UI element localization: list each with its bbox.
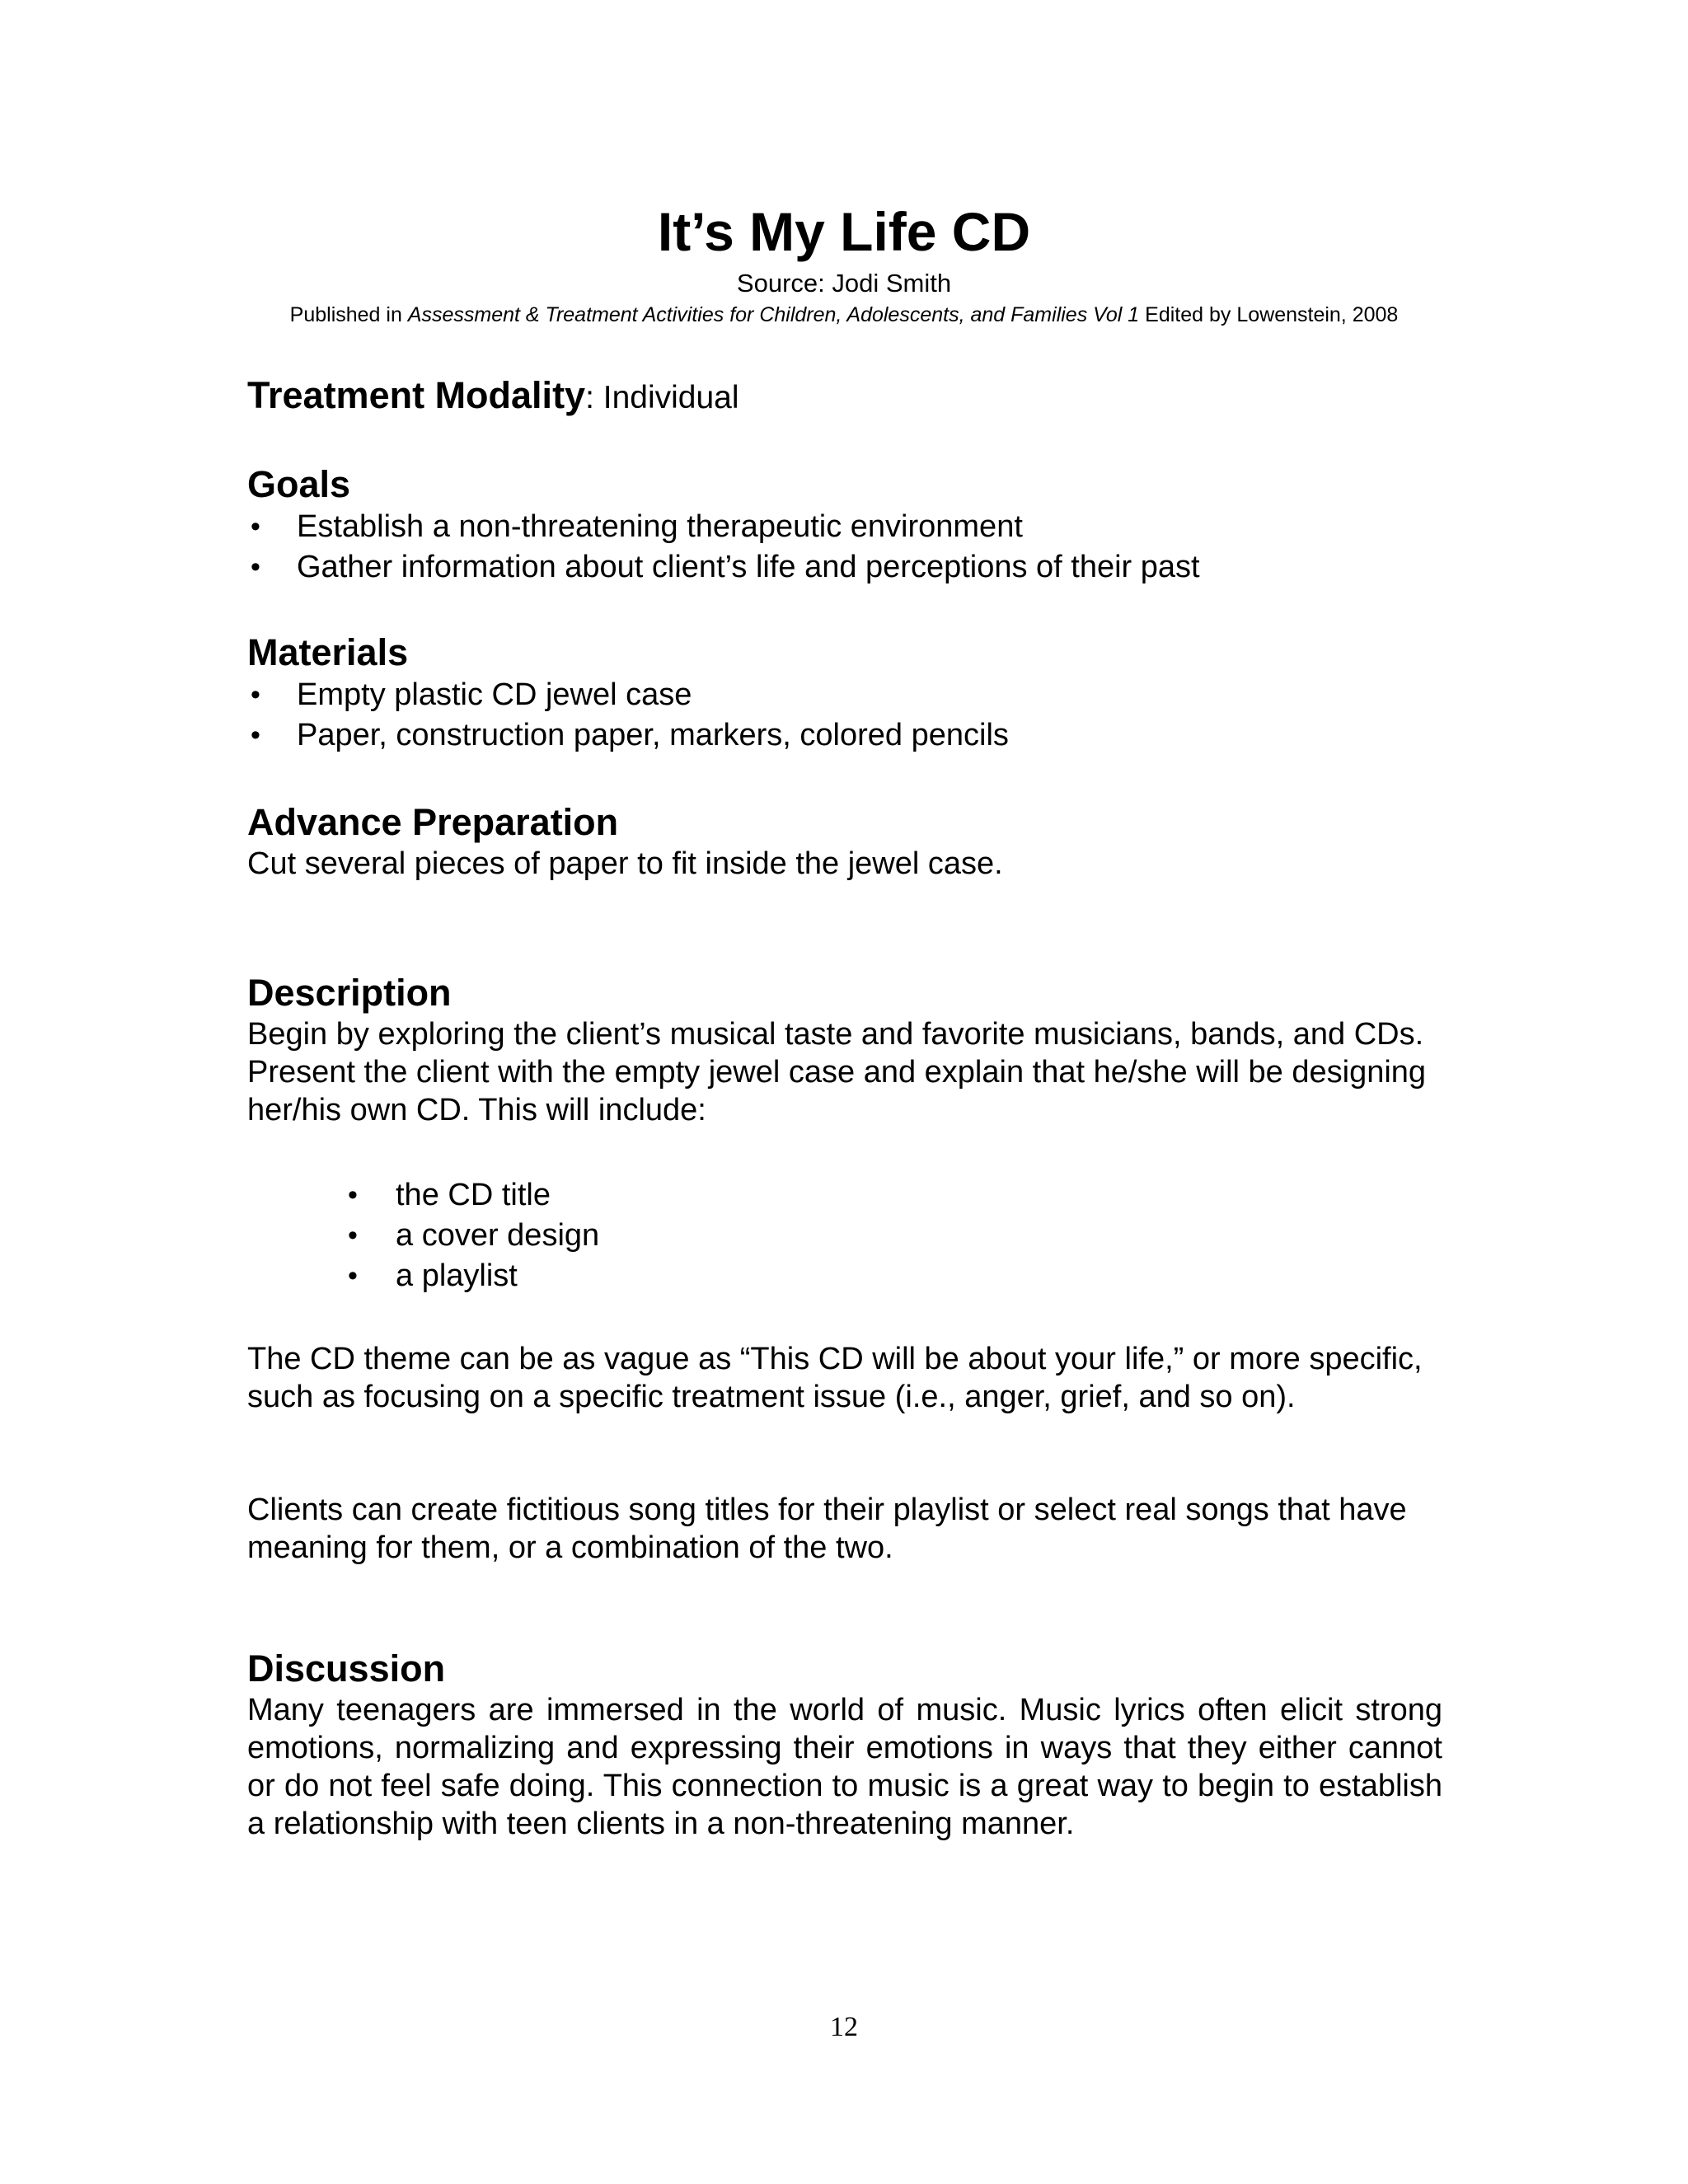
bullet-icon: • xyxy=(348,1220,358,1251)
list-item-text: Establish a non-threatening therapeutic environment xyxy=(297,509,1023,544)
materials-list xyxy=(247,675,1442,756)
songs-paragraph-section xyxy=(247,1491,1442,1567)
list-item-text: Empty plastic CD jewel case xyxy=(297,677,692,712)
list-item xyxy=(247,1216,1442,1256)
list-item-text: Gather information about client’s life and perceptions of their past xyxy=(297,550,1200,584)
theme-paragraph: The CD theme can be as vague as “This CD will be about your life,” or more specific, such as focusing on a specific treatment issue (i.e., anger, grief, and so on). xyxy=(247,1342,1423,1414)
published-suffix: Edited by Lowenstein, 2008 xyxy=(1139,303,1399,326)
list-item xyxy=(247,1256,1442,1296)
list-item xyxy=(247,675,1442,715)
preparation-section xyxy=(247,800,1442,883)
list-item xyxy=(247,715,1442,756)
list-item-text: a playlist xyxy=(396,1258,518,1293)
materials-section xyxy=(247,630,1442,756)
discussion-heading: Discussion xyxy=(247,1647,446,1690)
title-block xyxy=(0,196,1688,330)
list-item xyxy=(247,1175,1442,1216)
description-list-section xyxy=(247,1175,1442,1296)
modality-section xyxy=(247,373,1442,420)
bullet-icon: • xyxy=(251,719,260,751)
preparation-heading: Advance Preparation xyxy=(247,801,619,843)
list-item-text: Paper, construction paper, markers, colored pencils xyxy=(297,718,1009,752)
songs-paragraph: Clients can create fictitious song titles for their playlist or select real songs that have meaning for them, or a combination of the two. xyxy=(247,1493,1407,1565)
discussion-section xyxy=(247,1647,1442,1843)
bullet-icon: • xyxy=(348,1260,358,1291)
modality-label: Treatment Modality xyxy=(247,374,586,416)
description-section xyxy=(247,971,1442,1129)
page-title: It’s My Life CD xyxy=(657,201,1031,262)
modality-value: : Individual xyxy=(585,380,739,415)
page-number: 12 xyxy=(830,2012,858,2042)
modality-heading xyxy=(247,373,1442,420)
discussion-text: Many teenagers are immersed in the world of music. Music lyrics often elicit strong emotions, normalizing and expressing their emotions in ways that they either cannot or do not feel safe doing. This connection to music is a great way to begin to establish a relationship with teen clients in a non-threatening manner. xyxy=(247,1693,1442,1841)
bullet-icon: • xyxy=(251,551,260,583)
list-item-text: the CD title xyxy=(396,1178,551,1212)
published-line xyxy=(0,300,1688,330)
list-item-text: a cover design xyxy=(396,1218,600,1253)
published-book-title: Assessment & Treatment Activities for Children, Adolescents, and Families Vol 1 xyxy=(407,303,1140,326)
list-item xyxy=(247,507,1442,547)
description-intro: Begin by exploring the client’s musical taste and favorite musicians, bands, and CDs. Present the client with the empty jewel case and explain that he/she will be designing her/his own CD. This will include: xyxy=(247,1017,1427,1127)
materials-heading: Materials xyxy=(247,631,409,673)
theme-paragraph-section xyxy=(247,1340,1442,1416)
description-list xyxy=(247,1175,1442,1296)
published-prefix: Published in xyxy=(289,303,408,326)
source-line: Source: Jodi Smith xyxy=(736,269,952,298)
bullet-icon: • xyxy=(348,1179,358,1211)
list-item xyxy=(247,547,1442,588)
bullet-icon: • xyxy=(251,511,260,542)
goals-section xyxy=(247,462,1442,588)
goals-list xyxy=(247,507,1442,588)
bullet-icon: • xyxy=(251,679,260,710)
preparation-text: Cut several pieces of paper to fit inside the jewel case. xyxy=(247,846,1003,881)
description-heading: Description xyxy=(247,972,452,1014)
goals-heading: Goals xyxy=(247,463,351,505)
